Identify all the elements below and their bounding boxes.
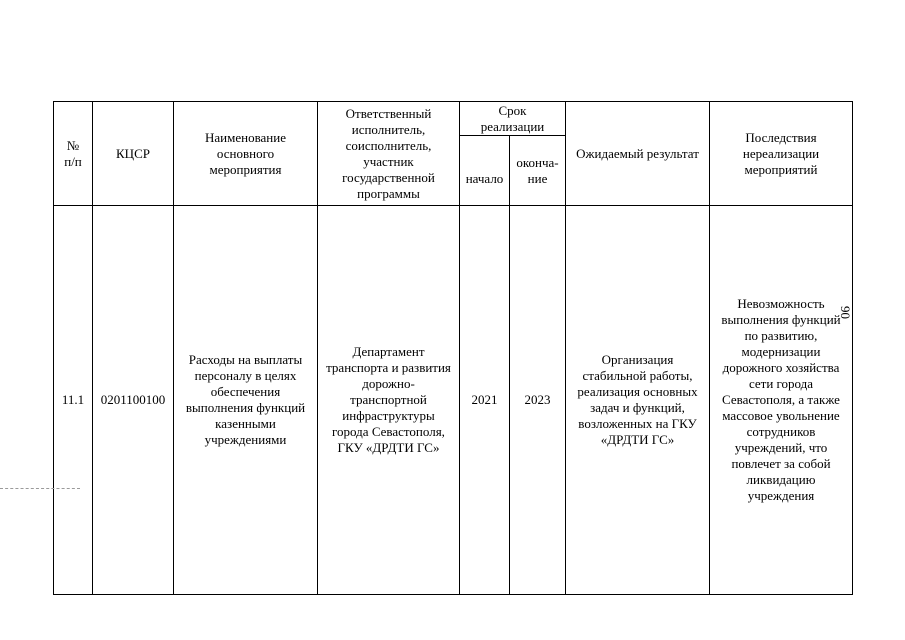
header-period: Срок реализации bbox=[480, 102, 545, 134]
header-result: Ожидаемый результат bbox=[576, 145, 699, 161]
row-end: 2023 bbox=[524, 392, 551, 407]
header-responsible: Ответственный исполнитель, соисполнитель, участник государственной программы bbox=[342, 105, 435, 201]
row-result: Организация стабильной работы, реализация основных задач и функций, возложенных на ГКУ «ДРДТИ ГС» bbox=[577, 352, 698, 447]
page-number: 90 bbox=[838, 306, 853, 319]
header-kcsr: КЦСР bbox=[116, 145, 150, 161]
row-num: 11.1 bbox=[61, 392, 85, 407]
header-consequences: Последствия нереализации мероприятий bbox=[742, 129, 820, 177]
header-end: оконча- ние bbox=[516, 154, 559, 186]
header-start: начало bbox=[465, 170, 504, 186]
row-name: Расходы на выплаты персоналу в целях обеспечения выполнения функций казенными учреждениями bbox=[185, 352, 306, 447]
header-num: № п/п bbox=[64, 137, 82, 169]
row-kcsr: 0201100100 bbox=[100, 392, 166, 407]
scan-artifact-line bbox=[0, 488, 80, 489]
header-name: Наименование основного мероприятия bbox=[205, 129, 286, 177]
events-table bbox=[53, 101, 853, 595]
row-consequences: Невозможность выполнения функций по развитию, модернизации дорожного хозяйства сети города Севастополя, а также массовое увольнение сотрудников учреждений, что повлечет за собой ликвидацию учреждения bbox=[721, 296, 841, 503]
row-start: 2021 bbox=[471, 392, 498, 407]
row-responsible: Департамент транспорта и развития дорожно- транспортной инфраструктуры города Севастополя, ГКУ «ДРДТИ ГС» bbox=[326, 344, 451, 455]
